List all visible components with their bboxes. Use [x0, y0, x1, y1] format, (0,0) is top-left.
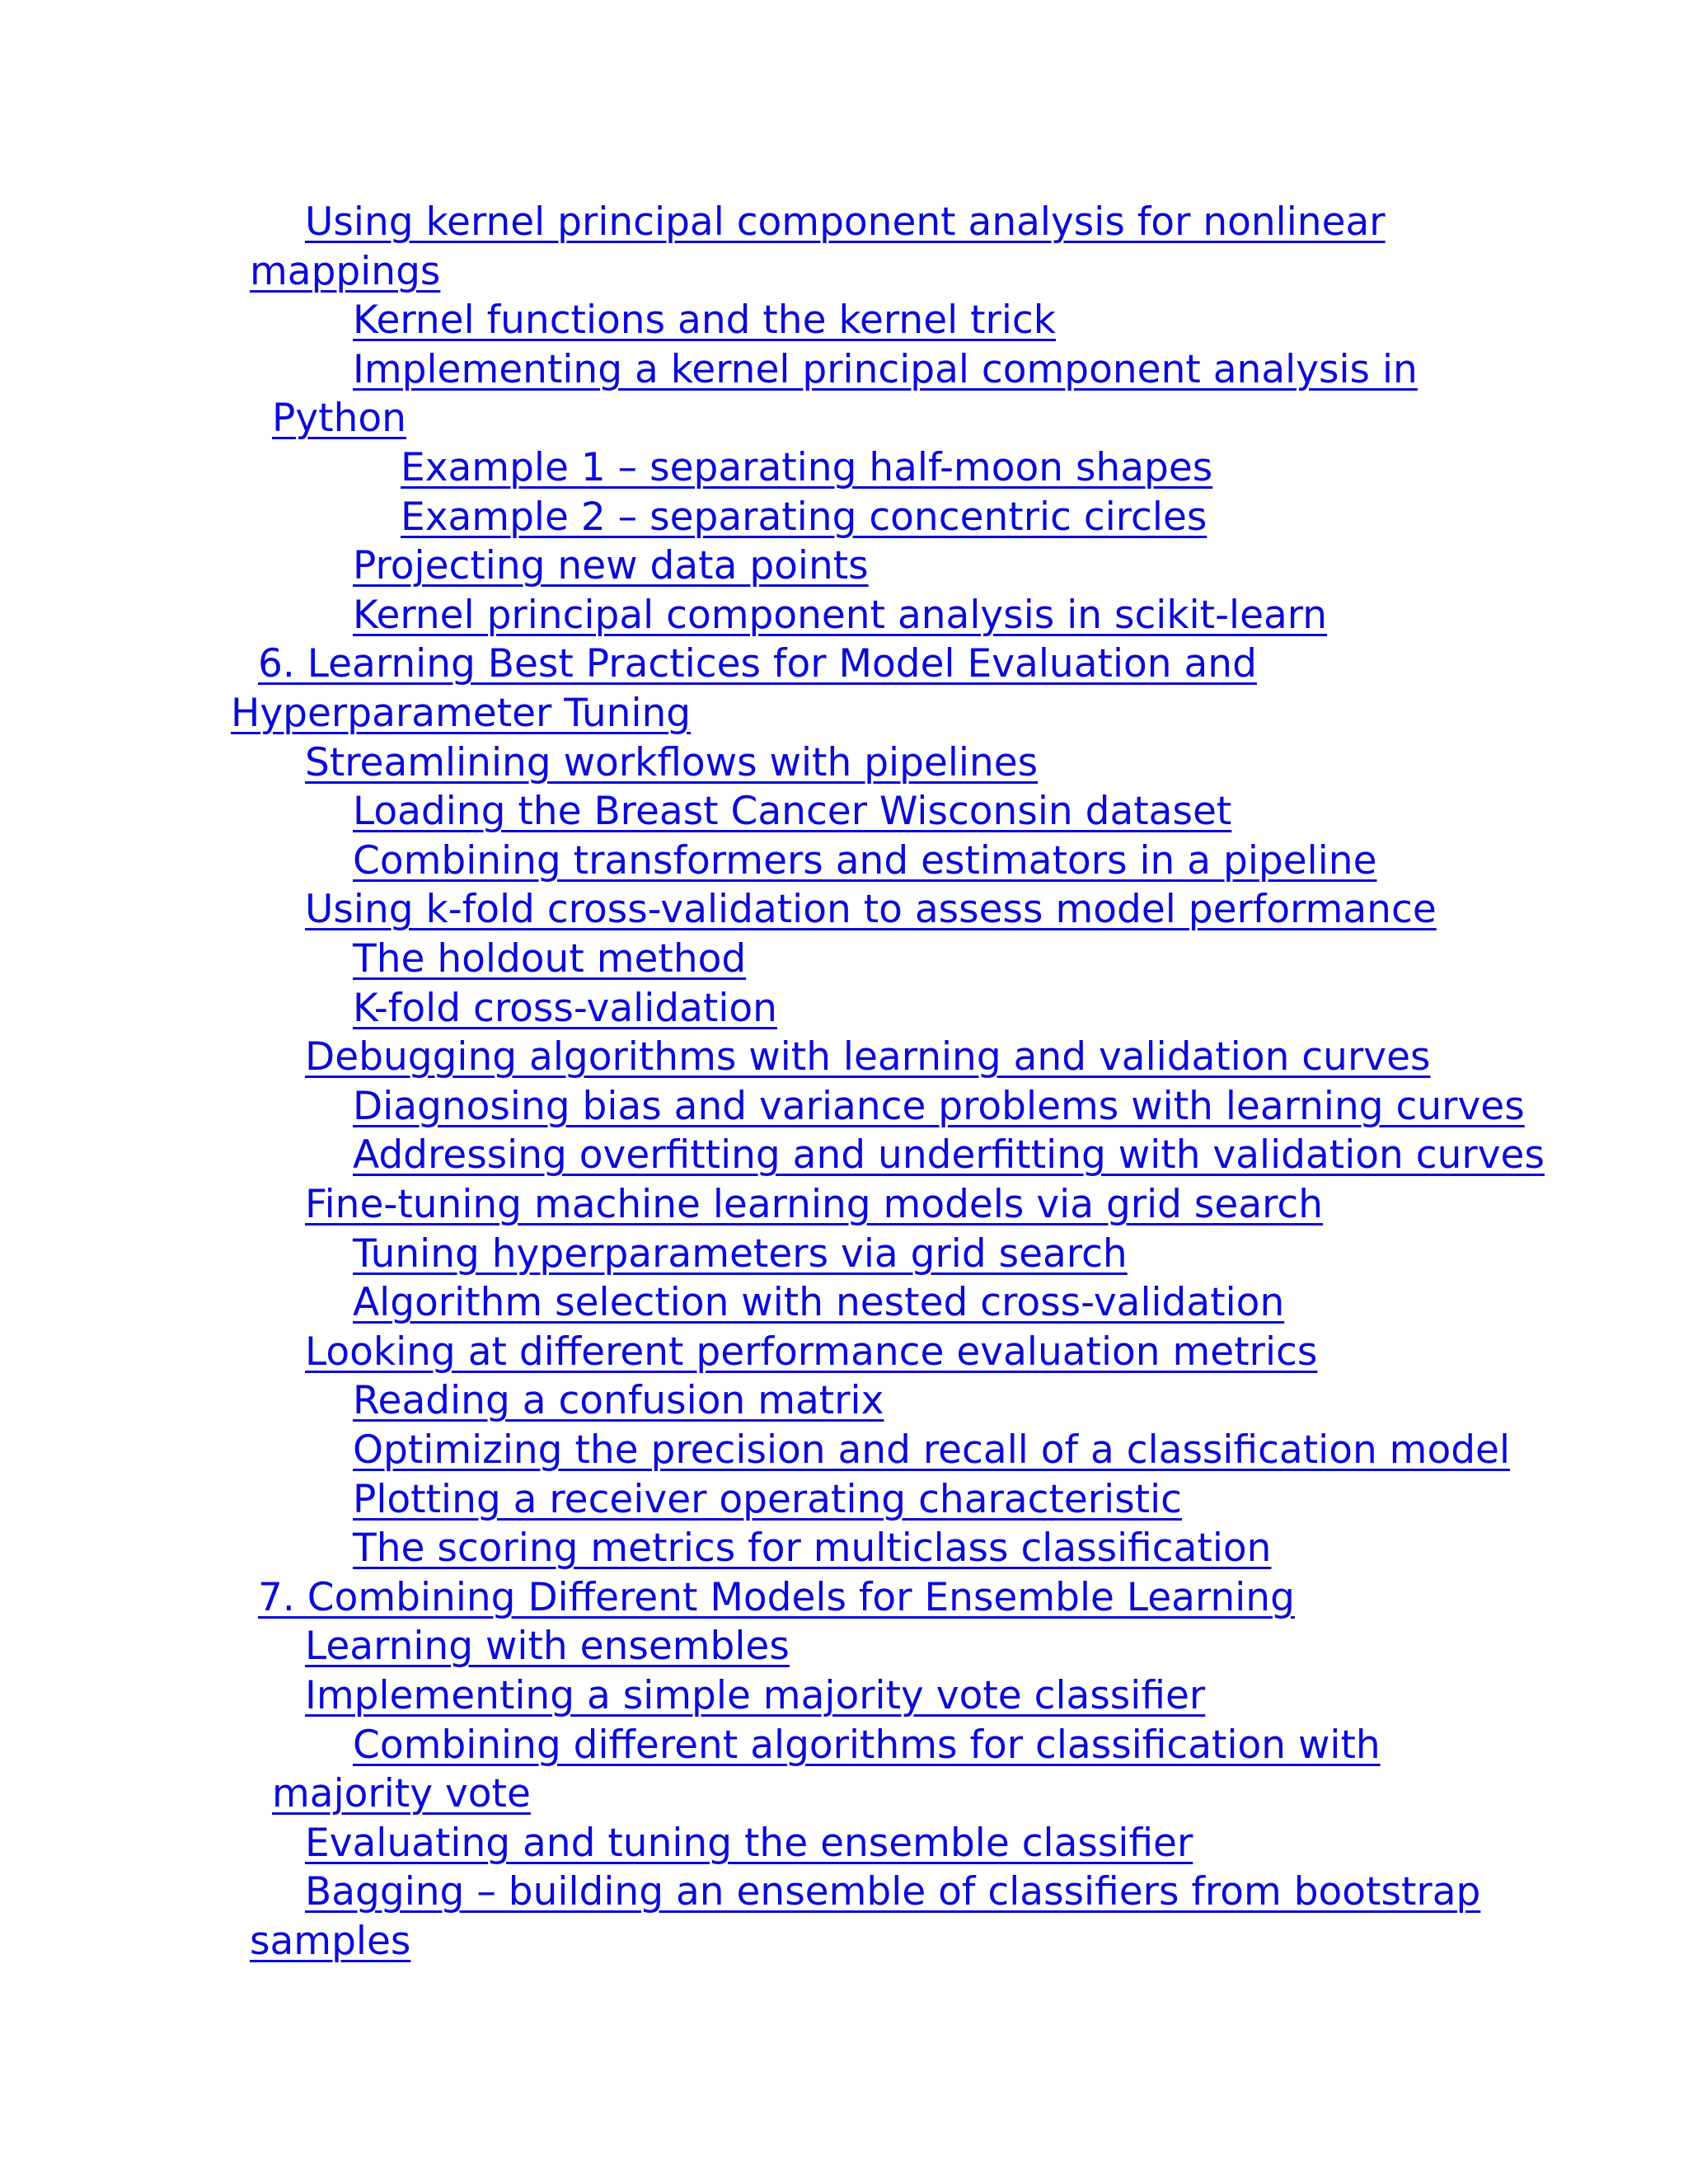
toc-link-line[interactable]: Evaluating and tuning the ensemble classifier — [305, 1820, 1193, 1866]
toc-link-line[interactable]: Streamlining workflows with pipelines — [305, 739, 1039, 785]
toc-link-line[interactable]: The scoring metrics for multiclass classification — [353, 1526, 1272, 1572]
toc-link-line[interactable]: Diagnosing bias and variance problems with learning curves — [353, 1083, 1525, 1129]
toc-link-line[interactable]: Kernel functions and the kernel trick — [353, 298, 1056, 344]
toc-link-line[interactable]: 7. Combining Different Models for Ensemble Learning — [258, 1574, 1295, 1620]
toc-link-line[interactable]: Algorithm selection with nested cross-validation — [353, 1280, 1285, 1326]
toc-link-line[interactable]: 6. Learning Best Practices for Model Evaluation and — [258, 641, 1257, 687]
toc-link-line[interactable]: Combining transformers and estimators in a pipeline — [353, 837, 1377, 883]
toc-link-line[interactable]: mappings — [250, 248, 441, 294]
toc-link-line[interactable]: Python — [272, 396, 406, 442]
toc-link-line[interactable]: Projecting new data points — [353, 543, 869, 589]
toc-link-line[interactable]: Combining different algorithms for classification with — [353, 1722, 1381, 1768]
toc-link-line[interactable]: Looking at different performance evaluation metrics — [305, 1329, 1318, 1375]
toc-link-line[interactable]: Optimizing the precision and recall of a classification model — [353, 1427, 1511, 1473]
toc-link-line[interactable]: Fine-tuning machine learning models via grid search — [305, 1182, 1324, 1227]
toc-link-line[interactable]: Implementing a simple majority vote classifier — [305, 1673, 1206, 1718]
toc-link-line[interactable]: The holdout method — [353, 936, 747, 982]
toc-link-line[interactable]: Example 2 – separating concentric circles — [401, 494, 1207, 540]
toc-link-line[interactable]: Implementing a kernel principal component analysis in — [353, 346, 1418, 392]
toc-link-line[interactable]: Loading the Breast Cancer Wisconsin dataset — [353, 789, 1232, 835]
toc-link-line[interactable]: Example 1 – separating half-moon shapes — [401, 445, 1213, 490]
toc-link-line[interactable]: majority vote — [272, 1771, 531, 1817]
toc-link-line[interactable]: Tuning hyperparameters via grid search — [353, 1230, 1128, 1277]
toc-link-line[interactable]: Learning with ensembles — [305, 1624, 790, 1670]
toc-link-line[interactable]: Bagging – building an ensemble of classifiers from bootstrap — [305, 1869, 1481, 1915]
toc-link-line[interactable]: K-fold cross-validation — [353, 985, 777, 1031]
toc-link-line[interactable]: Debugging algorithms with learning and validation curves — [305, 1034, 1431, 1080]
toc-link-line[interactable]: Using kernel principal component analysis for nonlinear — [305, 199, 1386, 245]
toc-link-line[interactable]: Hyperparameter Tuning — [231, 691, 692, 736]
toc-link-line[interactable]: Reading a confusion matrix — [353, 1378, 884, 1424]
toc-link-line[interactable]: samples — [250, 1919, 411, 1964]
toc-link-line[interactable]: Using k-fold cross-validation to assess model performance — [305, 887, 1437, 933]
toc-link-line[interactable]: Addressing overfitting and underfitting with validation curves — [353, 1132, 1545, 1179]
toc-link-line[interactable]: Plotting a receiver operating characteristic — [353, 1476, 1183, 1522]
toc-link-line[interactable]: Kernel principal component analysis in scikit-learn — [353, 592, 1328, 638]
